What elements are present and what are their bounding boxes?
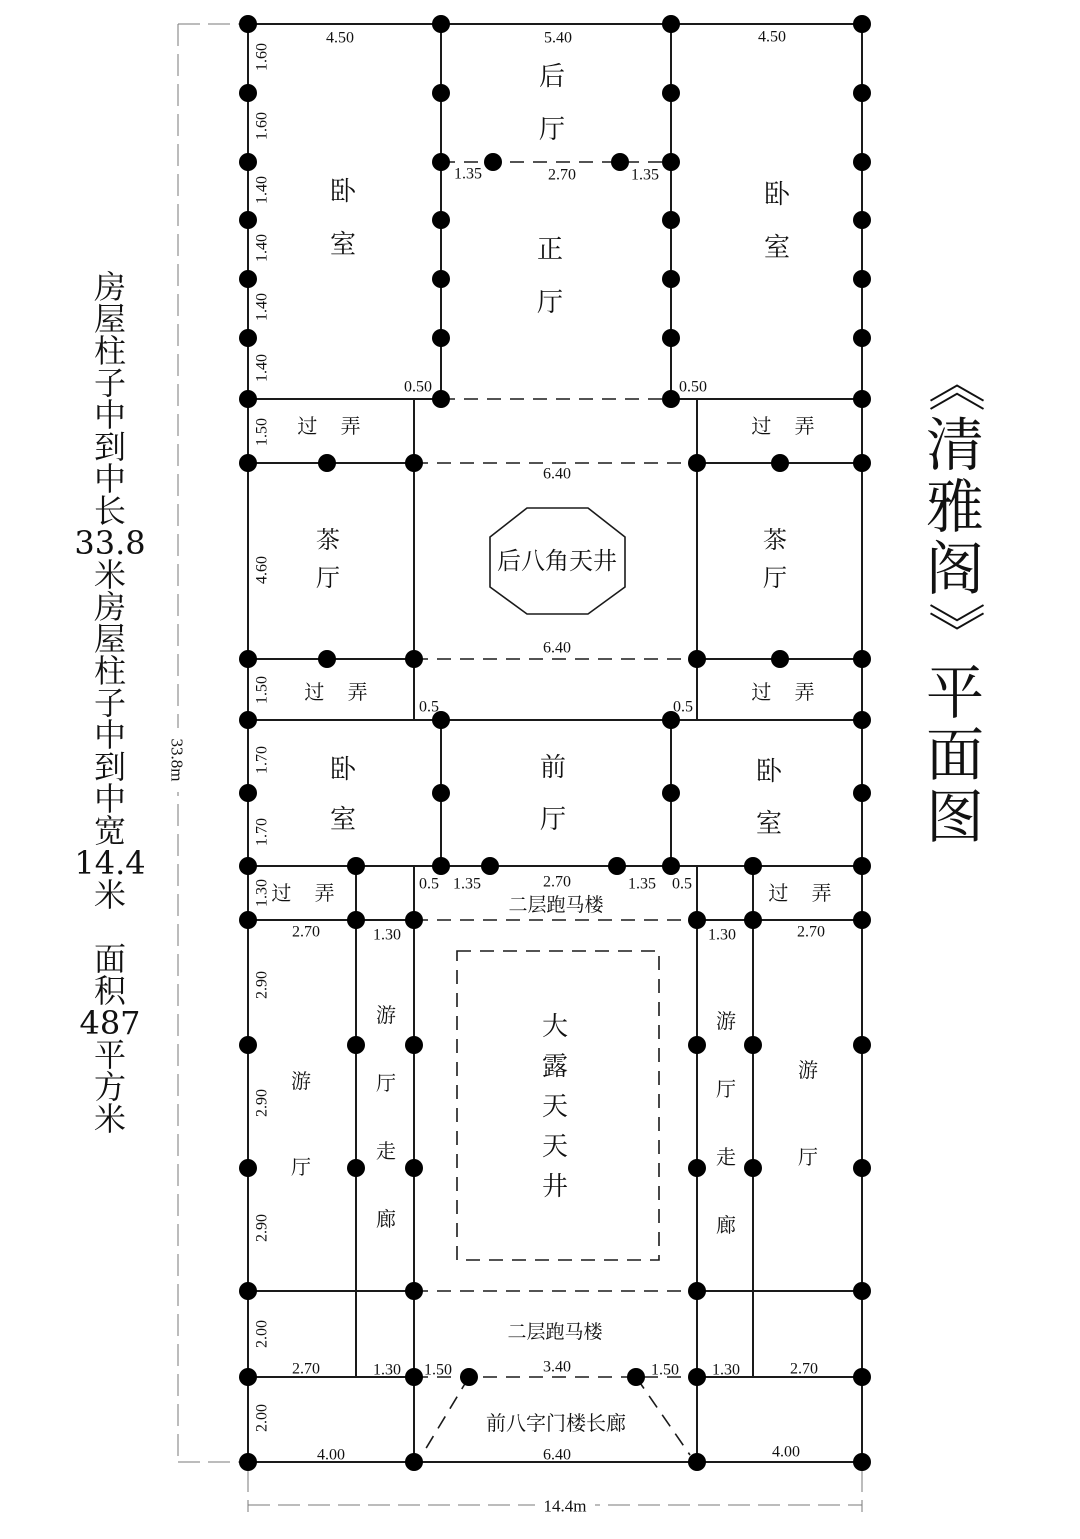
column-dot: [608, 857, 626, 875]
dim-top-c: 5.40: [544, 29, 572, 47]
column-dot: [853, 650, 871, 668]
column-dot: [481, 857, 499, 875]
back-hall-label-glyph: 厅: [538, 115, 566, 145]
area-note-glyph: 子: [93, 684, 127, 722]
parlor-e-label-glyph: 游: [798, 1058, 818, 1082]
passage-2-e-label: 过 弄: [751, 680, 815, 704]
column-dot: [432, 15, 450, 33]
column-dot: [688, 1036, 706, 1054]
column-dot: [853, 1159, 871, 1177]
corridor-e-label-glyph: 走: [716, 1145, 736, 1169]
main-hall-label-glyph: 厅: [536, 288, 564, 318]
overall-width-label: 14.4m: [543, 1496, 587, 1516]
plan-title-glyph: 图: [925, 783, 985, 851]
bedroom-nw-label: [330, 177, 357, 260]
column-dot: [239, 153, 257, 171]
plan-title-glyph: 清: [925, 411, 985, 479]
corridor-w-label: [376, 1003, 396, 1231]
dim-gate-row: 2.70: [790, 1360, 818, 1378]
column-dot: [239, 857, 257, 875]
area-note-glyph: 平: [93, 1036, 127, 1074]
area-note-glyph: 方: [93, 1068, 127, 1106]
column-dot: [432, 270, 450, 288]
column-dot: [853, 1282, 871, 1300]
dim-front-hall-row: 0.5: [419, 875, 439, 893]
column-dot: [239, 15, 257, 33]
column-dot: [688, 454, 706, 472]
area-note-glyph: 487: [79, 1004, 141, 1042]
column-dot: [853, 270, 871, 288]
area-note-glyph: 中: [93, 460, 127, 498]
dim-gate-row: 1.50: [424, 1361, 452, 1379]
parlor-w-label: [291, 1069, 311, 1179]
dim-gate-row: 1.30: [373, 1361, 401, 1379]
column-dot: [853, 390, 871, 408]
column-dot: [405, 650, 423, 668]
parlor-e-label: [798, 1058, 818, 1169]
column-dot: [853, 84, 871, 102]
column-dot: [239, 784, 257, 802]
dim-back-hall: 1.35: [454, 165, 482, 183]
passage-1-e-label: 过 弄: [751, 414, 815, 438]
corridor-e-label-glyph: 游: [716, 1009, 736, 1033]
column-dot: [662, 329, 680, 347]
column-dot: [318, 650, 336, 668]
bedroom-sw-label-glyph: 卧: [329, 755, 357, 785]
column-dot: [347, 857, 365, 875]
column-dot: [853, 857, 871, 875]
dim-left: 1.70: [253, 746, 271, 774]
column-dot: [239, 911, 257, 929]
open-courtyard-label-glyph: 天: [541, 1132, 569, 1162]
column-dot: [853, 211, 871, 229]
dim-main-hall-offset: 0.50: [679, 378, 707, 396]
column-dot: [239, 650, 257, 668]
column-dot: [432, 211, 450, 229]
main-hall-label-glyph: 正: [536, 235, 564, 265]
column-dot: [239, 1282, 257, 1300]
dim-wing-row: 2.70: [797, 923, 825, 941]
column-dot: [405, 1453, 423, 1471]
bedroom-se-label-glyph: 卧: [755, 757, 783, 787]
corridor-e-label-glyph: 廊: [716, 1213, 736, 1237]
front-hall-label-glyph: 厅: [539, 805, 567, 835]
open-courtyard-label-glyph: 井: [541, 1172, 569, 1202]
parlor-w-label-glyph: 游: [291, 1069, 311, 1093]
tea-hall-w-label: [316, 526, 340, 592]
front-hall-label-glyph: 前: [539, 753, 567, 783]
plan-title-glyph: 》: [921, 601, 989, 661]
area-note-glyph: 米: [93, 1100, 127, 1138]
main-hall-label: [537, 235, 563, 318]
dim-main-hall-offset: 0.50: [404, 378, 432, 396]
dim-left: 1.50: [253, 418, 271, 446]
tea-hall-e-label-glyph: 茶: [763, 526, 787, 554]
tea-hall-w-label-glyph: 厅: [316, 564, 340, 592]
column-dot: [405, 1282, 423, 1300]
bedroom-ne-label-glyph: 室: [763, 233, 791, 263]
area-note-glyph: 屋: [93, 300, 127, 338]
column-dot: [771, 650, 789, 668]
gallery-upper-label: 二层跑马楼: [508, 894, 604, 916]
column-dot: [688, 650, 706, 668]
area-note-glyph: 中: [93, 780, 127, 818]
column-dot: [239, 211, 257, 229]
dim-back-hall: 2.70: [548, 166, 576, 184]
corridor-w-label-glyph: 厅: [376, 1071, 396, 1095]
area-note-glyph: 米: [93, 876, 127, 914]
parlor-e-label-glyph: 厅: [798, 1145, 818, 1169]
dim-top-w: 4.50: [326, 29, 354, 47]
column-dot: [771, 454, 789, 472]
area-note: [74, 268, 145, 1138]
bedroom-sw-label-glyph: 室: [329, 805, 357, 835]
area-note-glyph: 柱: [93, 332, 127, 370]
dim-courtyard-width: 6.40: [543, 465, 571, 483]
dim-left: 2.00: [253, 1320, 271, 1348]
bedroom-se-label: [756, 757, 783, 839]
dim-left: 4.60: [253, 556, 271, 584]
column-dot: [662, 153, 680, 171]
bedroom-ne-label-glyph: 卧: [763, 180, 791, 210]
dim-top-e: 4.50: [758, 28, 786, 46]
area-note-glyph: 房: [93, 268, 127, 306]
column-dot: [662, 84, 680, 102]
open-courtyard-label-glyph: 大: [541, 1012, 569, 1042]
corridor-e-label-glyph: 厅: [716, 1077, 736, 1101]
dim-left: 1.40: [253, 293, 271, 321]
dim-front-hall-row: 0.5: [672, 875, 692, 893]
column-dot: [662, 15, 680, 33]
column-dot: [853, 711, 871, 729]
dim-bottom-row: 4.00: [317, 1446, 345, 1464]
area-note-glyph: 中: [93, 716, 127, 754]
area-note-glyph: 14.4: [74, 844, 146, 882]
dim-left: 2.90: [253, 1089, 271, 1117]
dim-wing-row: 1.30: [373, 926, 401, 944]
dim-left: 1.60: [253, 112, 271, 140]
area-note-glyph: 中: [93, 396, 127, 434]
column-dot: [744, 1036, 762, 1054]
area-note-glyph: 到: [93, 748, 127, 786]
column-dot: [662, 784, 680, 802]
back-hall-label: [539, 62, 565, 145]
column-dot: [405, 1368, 423, 1386]
column-dot: [853, 911, 871, 929]
front-hall-label: [540, 753, 566, 835]
plan-title-glyph: 阁: [925, 535, 985, 603]
bedroom-nw-label-glyph: 室: [329, 230, 357, 260]
column-dot: [662, 270, 680, 288]
dim-left: 1.70: [253, 818, 271, 846]
column-dot: [347, 911, 365, 929]
column-dot: [405, 911, 423, 929]
corridor-w-label-glyph: 廊: [376, 1207, 396, 1231]
column-dot: [405, 454, 423, 472]
area-note-glyph: 屋: [93, 620, 127, 658]
area-note-glyph: 房: [93, 588, 127, 626]
tea-hall-e-label-glyph: 厅: [763, 564, 787, 592]
dim-front-hall-row: 1.35: [628, 875, 656, 893]
column-dot: [688, 1368, 706, 1386]
parlor-w-label-glyph: 厅: [291, 1155, 311, 1179]
column-dot: [484, 153, 502, 171]
column-dot: [239, 1453, 257, 1471]
open-courtyard-label: [542, 1012, 568, 1202]
column-dot: [239, 270, 257, 288]
column-dot: [432, 390, 450, 408]
column-dot: [239, 1368, 257, 1386]
column-dot: [432, 784, 450, 802]
column-dot: [627, 1368, 645, 1386]
corridor-w-label-glyph: 游: [376, 1003, 396, 1027]
plan-title-glyph: 面: [925, 721, 985, 789]
dim-front-hall-row: 2.70: [543, 873, 571, 891]
column-dot: [347, 1159, 365, 1177]
gallery-lower-label: 二层跑马楼: [507, 1321, 603, 1343]
column-dot: [853, 1453, 871, 1471]
dim-gate-row: 3.40: [543, 1358, 571, 1376]
column-dot: [853, 1036, 871, 1054]
dim-left: 1.30: [253, 879, 271, 907]
column-dot: [239, 711, 257, 729]
column-dot: [432, 857, 450, 875]
dim-front-hall-offset: 0.5: [673, 698, 693, 716]
dim-left: 2.00: [253, 1404, 271, 1432]
column-dot: [853, 784, 871, 802]
column-dot: [688, 1453, 706, 1471]
dim-wing-row: 2.70: [292, 923, 320, 941]
dim-gate-row: 1.50: [651, 1361, 679, 1379]
column-dot: [460, 1368, 478, 1386]
dim-gate-row: 1.30: [712, 1361, 740, 1379]
column-dot: [611, 153, 629, 171]
passage-3-e-label: 过 弄: [768, 881, 832, 905]
column-dot: [239, 1036, 257, 1054]
column-dot: [688, 911, 706, 929]
dim-left: 1.40: [253, 354, 271, 382]
open-courtyard-label-glyph: 露: [541, 1052, 569, 1082]
plan-title-glyph: 平: [925, 659, 985, 727]
dim-left: 1.40: [253, 234, 271, 262]
overall-length-label: 33.8m: [167, 738, 187, 782]
dim-left: 1.50: [253, 676, 271, 704]
column-dot: [853, 329, 871, 347]
column-dot: [744, 857, 762, 875]
column-dot: [318, 454, 336, 472]
corridor-w-label-glyph: 走: [376, 1139, 396, 1163]
open-courtyard-label-glyph: 天: [541, 1092, 569, 1122]
corridor-e-label: [716, 1009, 736, 1237]
column-dot: [688, 1159, 706, 1177]
column-dot: [347, 1036, 365, 1054]
column-dot: [662, 390, 680, 408]
column-dot: [432, 84, 450, 102]
column-dot: [432, 153, 450, 171]
plan-title: [921, 354, 989, 851]
column-dot: [688, 1282, 706, 1300]
column-dot: [239, 1159, 257, 1177]
passage-1-w-label: 过 弄: [297, 414, 361, 438]
column-dot: [853, 454, 871, 472]
bedroom-nw-label-glyph: 卧: [329, 177, 357, 207]
dim-gate-row: 2.70: [292, 1360, 320, 1378]
column-dot: [662, 211, 680, 229]
dim-bottom-row: 4.00: [772, 1443, 800, 1461]
area-note-glyph: 长: [93, 492, 127, 530]
tea-hall-w-label-glyph: 茶: [316, 526, 340, 554]
dim-left: 1.40: [253, 176, 271, 204]
column-dot: [744, 911, 762, 929]
area-note-glyph: 33.8: [74, 524, 146, 562]
bedroom-se-label-glyph: 室: [755, 809, 783, 839]
gate-corridor-label: 前八字门楼长廊: [486, 1411, 626, 1435]
column-dot: [432, 329, 450, 347]
column-dot: [853, 1368, 871, 1386]
column-dot: [239, 454, 257, 472]
column-dot: [239, 84, 257, 102]
column-dot: [405, 1036, 423, 1054]
column-dot: [853, 15, 871, 33]
area-note-glyph: 米: [93, 556, 127, 594]
plan-title-glyph: 雅: [925, 473, 985, 541]
column-dot: [239, 390, 257, 408]
dim-bottom-row: 6.40: [543, 1446, 571, 1464]
tea-hall-e-label: [763, 526, 787, 592]
bedroom-ne-label: [764, 180, 791, 263]
passage-2-w-label: 过 弄: [304, 680, 368, 704]
column-dot: [405, 1159, 423, 1177]
area-note-glyph: 积: [93, 972, 127, 1010]
back-hall-label-glyph: 后: [538, 62, 566, 92]
dim-left: 1.60: [253, 43, 271, 71]
octagon-courtyard-label: 后八角天井: [497, 547, 617, 575]
area-note-glyph: 宽: [93, 812, 127, 850]
dim-front-hall-row: 1.35: [453, 875, 481, 893]
dim-back-hall: 1.35: [631, 166, 659, 184]
dim-courtyard-width: 6.40: [543, 639, 571, 657]
column-dot: [662, 857, 680, 875]
plan-title-glyph: 《: [921, 353, 989, 413]
bedroom-sw-label: [330, 755, 357, 835]
area-note-glyph: 子: [93, 364, 127, 402]
column-dot: [239, 329, 257, 347]
area-note-glyph: 柱: [93, 652, 127, 690]
dim-left: 2.90: [253, 971, 271, 999]
column-dot: [853, 153, 871, 171]
area-note-glyph: 面: [93, 940, 127, 978]
dim-wing-row: 1.30: [708, 926, 736, 944]
area-note-glyph: 到: [93, 428, 127, 466]
column-dot: [744, 1159, 762, 1177]
dim-left: 2.90: [253, 1214, 271, 1242]
dim-front-hall-offset: 0.5: [419, 698, 439, 716]
passage-3-w-label: 过 弄: [271, 881, 335, 905]
